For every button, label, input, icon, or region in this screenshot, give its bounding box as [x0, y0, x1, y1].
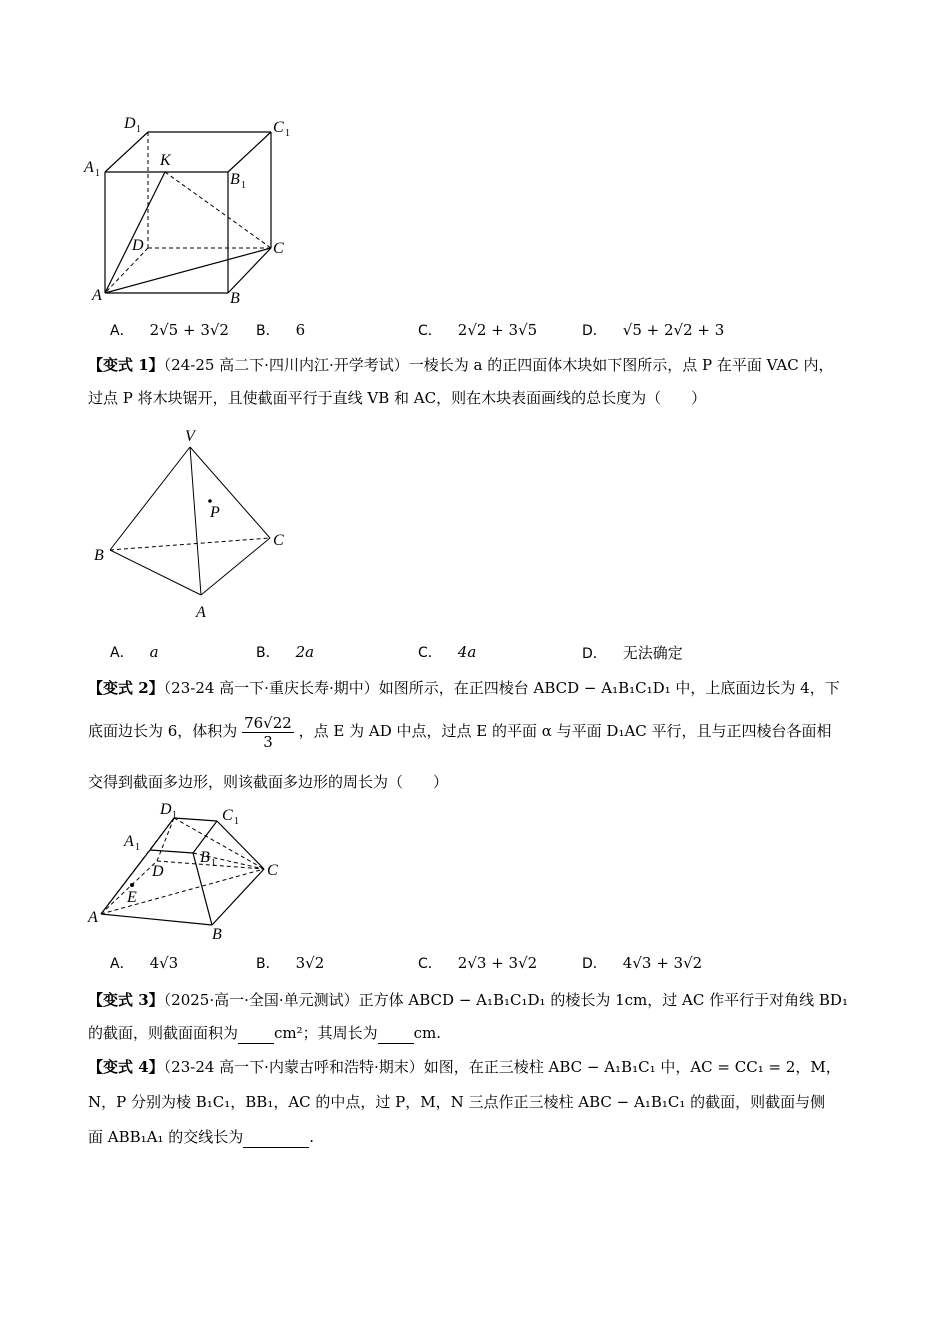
edge-VB [110, 447, 190, 550]
question-1-line1: 【变式 1】（24-25 高二下·四川内江·开学考试）一棱长为 a 的正四面体木块如下图所示，点 P 在平面 VAC 内， [88, 356, 834, 374]
question-2-line1: 【变式 2】（23-24 高一下·重庆长寿·期中）如图所示，在正四棱台 ABCD − A₁B₁C₁D₁ 中，上底面边长为 4，下 [88, 679, 840, 697]
label-V: V [185, 428, 195, 445]
svg-text:1: 1 [172, 810, 177, 821]
figure-cube [80, 110, 300, 310]
answer-blank-perimeter[interactable] [378, 1023, 414, 1044]
label-D: D [132, 237, 144, 254]
edge-A1B1 [150, 850, 193, 853]
label-C1: C [273, 119, 284, 136]
question-4-line3: 面 ABB₁A₁ 的交线长为 . [88, 1128, 315, 1146]
label-B: B [94, 547, 104, 564]
option-2B: B． 2a [256, 643, 315, 661]
hidden-D1C [174, 818, 264, 869]
label-K: K [160, 152, 171, 169]
label-B1: B [200, 849, 210, 866]
label-A: A [88, 909, 98, 926]
point-P [208, 499, 212, 503]
edge-BA [110, 550, 201, 595]
edge-D1A1 [150, 818, 174, 850]
option-2C: C． 4a [418, 643, 477, 661]
label-B: B [212, 926, 222, 943]
edge-BC [212, 869, 264, 925]
option-2A: A． a [110, 643, 159, 661]
label-D1: D [124, 115, 136, 132]
label-A1: A [84, 159, 94, 176]
point-E [130, 883, 134, 887]
hidden-DD1 [157, 818, 174, 861]
label-A1: A [124, 833, 134, 850]
figure-tetrahedron [88, 425, 308, 625]
option-1A: A． 2√5 + 3√2 [110, 321, 229, 339]
question-4-line1: 【变式 4】（23-24 高一下·内蒙古呼和浩特·期末）如图，在正三棱柱 ABC − A₁B₁C₁ 中，AC = CC₁ = 2，M， [88, 1058, 841, 1076]
question-2-line3: 交得到截面多边形，则该截面多边形的周长为（ ） [88, 773, 449, 791]
edge-AB [101, 914, 212, 925]
svg-text:1: 1 [135, 842, 140, 853]
label-C: C [267, 862, 278, 879]
label-A: A [92, 287, 102, 304]
answer-blank-area[interactable] [238, 1023, 274, 1044]
label-B1: B [230, 171, 240, 188]
label-C: C [273, 532, 284, 549]
option-2D: D． 无法确定 [582, 644, 683, 662]
edge-VC [190, 447, 270, 538]
option-1C: C． 2√2 + 3√5 [418, 321, 538, 339]
label-P: P [210, 504, 220, 521]
edge-CA [201, 538, 270, 595]
edge [228, 132, 271, 172]
label-D: D [152, 863, 164, 880]
label-C: C [273, 240, 284, 257]
question-3-line1: 【变式 3】（2025·高一·全国·单元测试）正方体 ABCD − A₁B₁C₁D₁ 的棱长为 1cm，过 AC 作平行于对角线 BD₁ [88, 991, 848, 1009]
volume-fraction: $\frac{76√22}{3}$ [244, 713, 292, 751]
edge-AK [105, 172, 165, 293]
label-B: B [230, 290, 240, 307]
figure-frustum [84, 798, 314, 943]
answer-blank-length[interactable] [243, 1127, 309, 1148]
hidden-KC [165, 172, 271, 248]
option-3B: B． 3√2 [256, 954, 325, 972]
edge [228, 248, 271, 293]
question-1-line2: 过点 P 将木块锯开，且使截面平行于直线 VB 和 AC，则在木块表面画线的总长度为（ ） [88, 389, 707, 407]
svg-text:1: 1 [285, 128, 290, 139]
option-1B: B． 6 [256, 321, 306, 339]
svg-text:1: 1 [241, 180, 246, 191]
svg-text:1: 1 [136, 124, 141, 135]
question-2-line2: 底面边长为 6，体积为 $\frac{76√22}{3}$ ，点 E 为 AD 中点，过点 E 的平面 α 与平面 D₁AC 平行，且与正四棱台各面相 [88, 713, 832, 751]
edge-VA [190, 447, 201, 595]
hidden-BC [110, 538, 270, 550]
question-3-line2: 的截面，则截面面积为 cm²；其周长为 cm. [88, 1024, 442, 1042]
svg-text:1: 1 [234, 816, 239, 827]
edge-AC [105, 248, 271, 293]
edge-CC1 [217, 821, 264, 869]
label-C1: C [222, 807, 233, 824]
label-D1: D [160, 801, 172, 818]
edge-C1D1 [174, 818, 217, 821]
svg-text:1: 1 [211, 858, 216, 869]
option-3A: A． 4√3 [110, 954, 179, 972]
edge [105, 132, 148, 172]
question-4-line2: N，P 分别为棱 B₁C₁，BB₁，AC 的中点，过 P，M，N 三点作正三棱柱 ABC − A₁B₁C₁ 的截面，则截面与侧 [88, 1093, 826, 1111]
hidden-AC [101, 869, 264, 914]
svg-text:1: 1 [95, 168, 100, 179]
label-A: A [196, 604, 206, 621]
label-E: E [127, 889, 137, 906]
option-3D: D． 4√3 + 3√2 [582, 954, 703, 972]
option-3C: C． 2√3 + 3√2 [418, 954, 538, 972]
option-1D: D． √5 + 2√2 + 3 [582, 321, 725, 339]
hidden-edge [105, 248, 148, 293]
